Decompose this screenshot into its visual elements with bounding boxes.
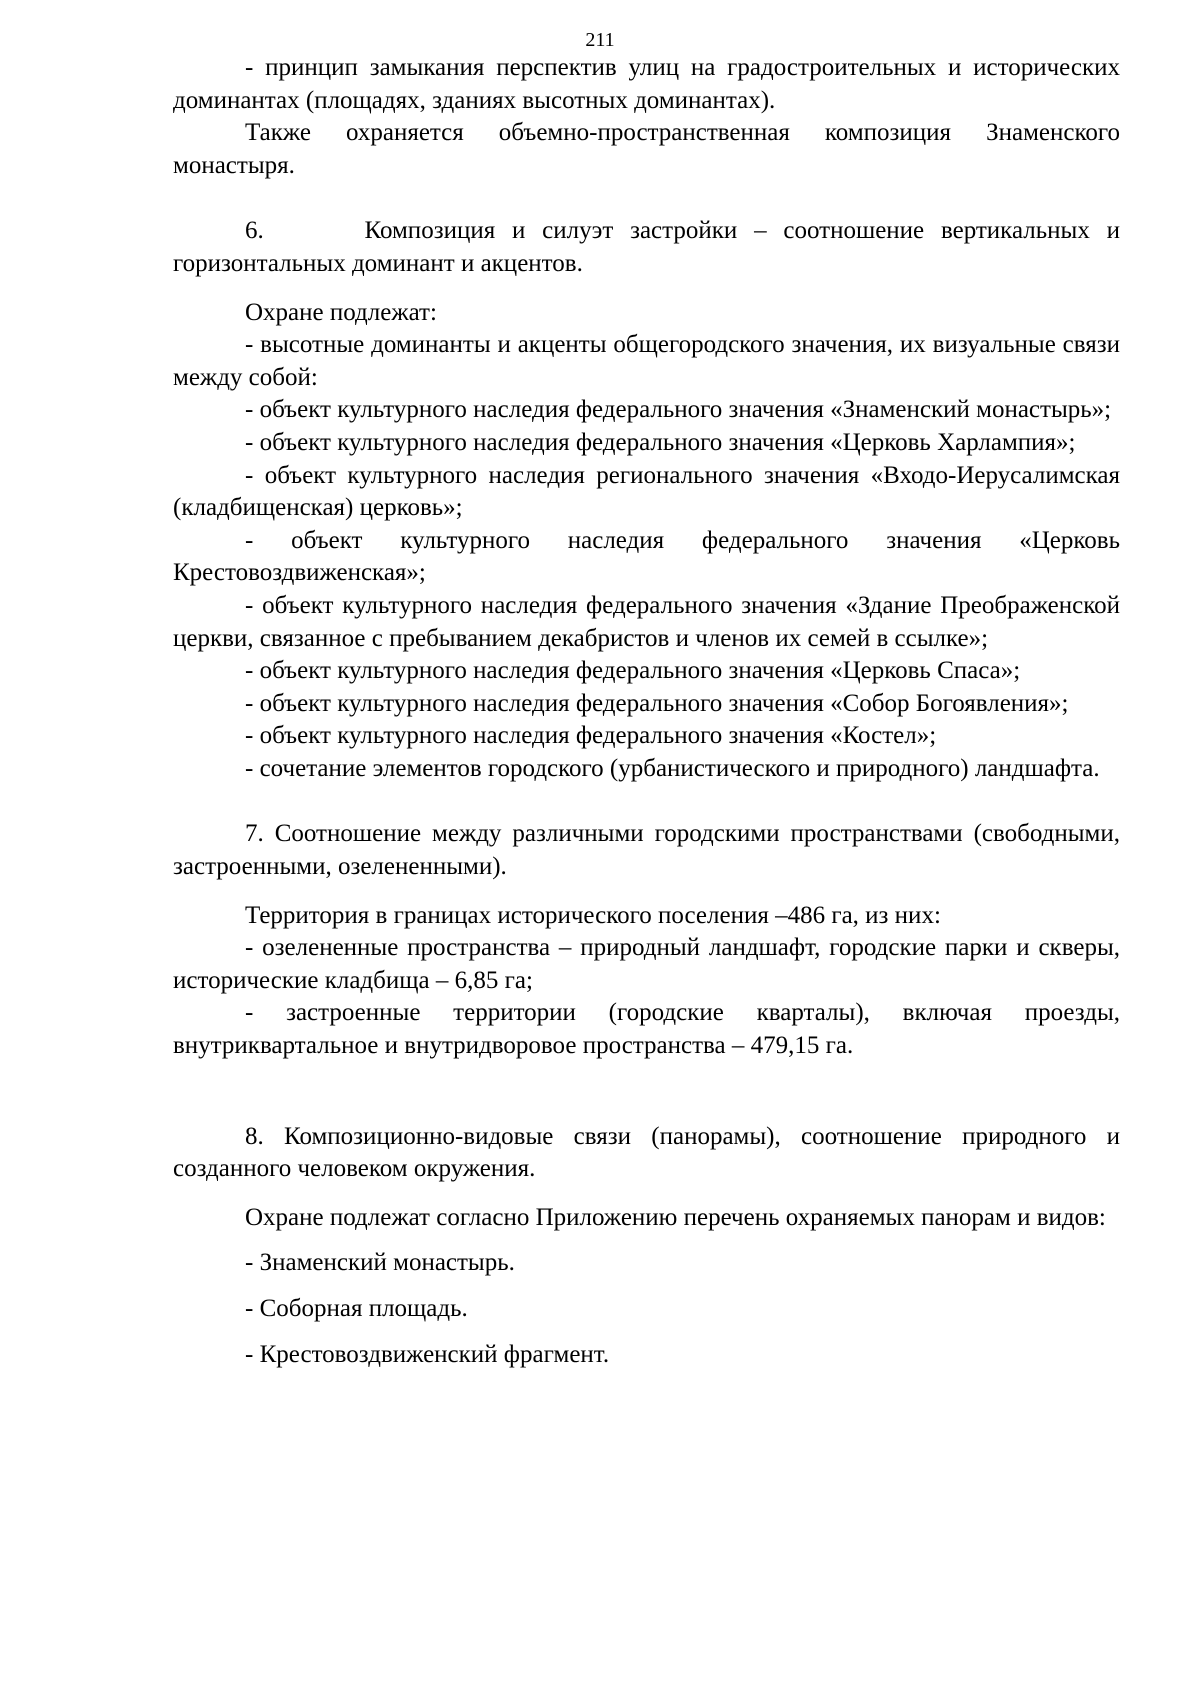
list-item-krestovozdvizhenskaya-church: - объект культурного наследия федерального значения «Церковь Крестовоздвиженская»; — [173, 526, 1120, 587]
list-item-spas-church: - объект культурного наследия федерального значения «Церковь Спаса»; — [245, 657, 1021, 685]
list-item-landscape-combination: - сочетание элементов городского (урбанистического и природного) ландшафта. — [245, 754, 1100, 782]
protection-intro-2: Охране подлежат согласно Приложению перечень охраняемых панорам и видов: — [245, 1203, 1106, 1231]
section-6-heading: 6. Композиция и силуэт застройки – соотношение вертикальных и горизонтальных доминант и акцентов. — [173, 217, 1120, 277]
territory-total: Территория в границах исторического поселения –486 га, из них: — [245, 901, 941, 929]
protection-intro-1: Охране подлежат: — [245, 298, 437, 326]
list-item-built-territories: - застроенные территории (городские кварталы), включая проезды, внутриквартальное и внутридворовое пространства – 479,15 га. — [173, 999, 1120, 1060]
list-item-high-dominants: - высотные доминанты и акценты общегородского значения, их визуальные связи между собой: — [173, 331, 1120, 391]
paragraph-street-perspectives: - принцип замыкания перспектив улиц на градостроительных и исторических доминантах (площадях, зданиях высотных доминантах). — [173, 54, 1120, 114]
list-item-epiphany-cathedral: - объект культурного наследия федерального значения «Собор Богоявления»; — [245, 689, 1069, 717]
panorama-item-krestovozdvizhensky: - Крестовоздвиженский фрагмент. — [245, 1340, 610, 1368]
document-body — [173, 52, 1120, 1371]
section-7-heading: 7. Соотношение между различными городскими пространствами (свободными, застроенными, озелененными). — [173, 820, 1120, 881]
list-item-preobrazhenskaya-church: - объект культурного наследия федерального значения «Здание Преображенской церкви, связанное с пребыванием декабристов и членов их семей в ссылке»; — [173, 591, 1120, 652]
list-item-kostel: - объект культурного наследия федерального значения «Костел»; — [245, 722, 937, 750]
list-item-znamensky-monastery: - объект культурного наследия федерального значения «Знаменский монастырь»; — [245, 396, 1112, 424]
list-item-kharlampiy-church: - объект культурного наследия федерального значения «Церковь Харлампия»; — [245, 428, 1076, 456]
list-item-green-spaces: - озелененные пространства – природный ландшафт, городские парки и скверы, исторические кладбища – 6,85 га; — [173, 934, 1120, 994]
panorama-item-sobornaya: - Соборная площадь. — [245, 1295, 468, 1322]
panorama-item-znamensky: - Знаменский монастырь. — [245, 1249, 515, 1277]
paragraph-monastery-composition: Также охраняется объемно-пространственная композиция Знаменского монастыря. — [173, 119, 1120, 179]
section-8-heading: 8. Композиционно-видовые связи (панорамы), соотношение природного и созданного человеком окружения. — [173, 1122, 1120, 1183]
list-item-vkhodo-ierusalimskaya-church: - объект культурного наследия регионального значения «Входо-Иерусалимская (кладбищенская) церковь»; — [173, 461, 1120, 522]
page-number: 211 — [585, 29, 615, 51]
